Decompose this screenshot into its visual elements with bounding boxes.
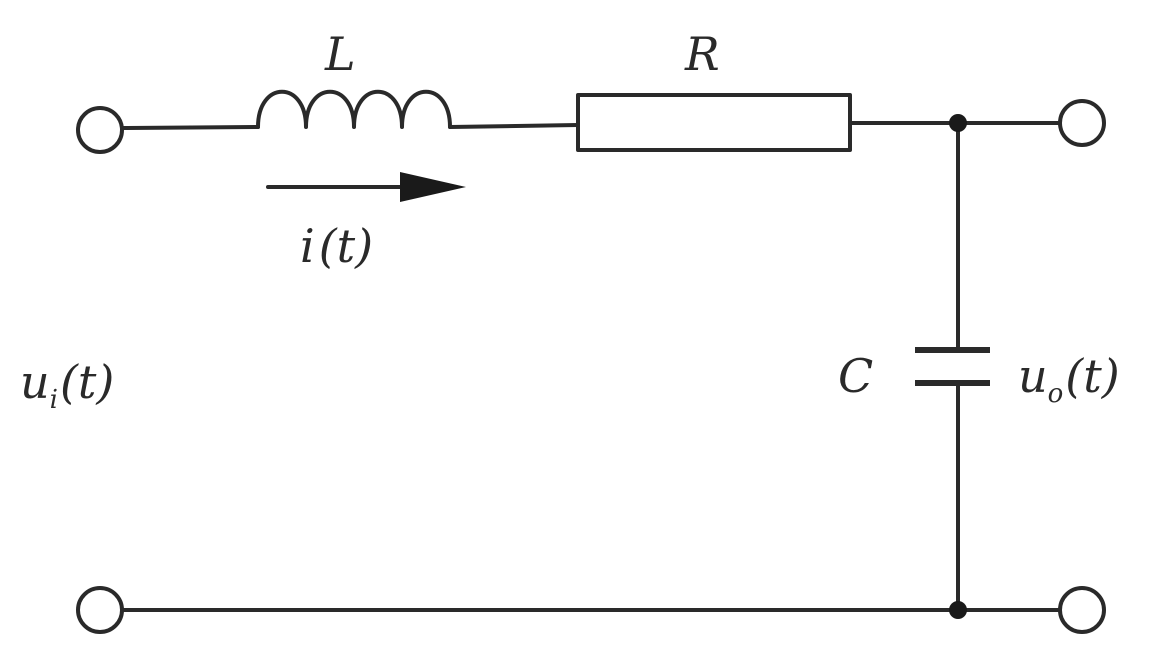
output-voltage-arg: (t) (1065, 349, 1120, 403)
resistor-body (578, 95, 850, 150)
input-voltage-subscript: i (49, 385, 58, 415)
output-voltage-symbol: u (1018, 349, 1048, 403)
input-voltage-symbol: u (20, 355, 50, 409)
wire-input-to-inductor (122, 127, 258, 128)
junction-dot-bottom (949, 601, 967, 619)
input-terminal-bottom (78, 588, 122, 632)
output-voltage-subscript: o (1047, 379, 1064, 409)
input-voltage-arg: (t) (59, 355, 115, 409)
output-terminal-bottom (1060, 588, 1104, 632)
input-voltage-label (20, 355, 114, 415)
current-symbol: i (300, 219, 315, 273)
inductor-coil (258, 92, 450, 127)
output-terminal-top (1060, 101, 1104, 145)
resistor-label: R (685, 27, 720, 81)
output-voltage-label (1018, 349, 1120, 409)
current-arg: (t) (318, 219, 374, 273)
current-arrow-head (400, 172, 466, 202)
junction-dot-top (949, 114, 967, 132)
capacitor-label: C (838, 349, 874, 403)
wire-inductor-to-resistor (450, 125, 578, 127)
input-terminal-top (78, 108, 122, 152)
inductor-label: L (325, 27, 356, 81)
current-label (300, 219, 373, 273)
